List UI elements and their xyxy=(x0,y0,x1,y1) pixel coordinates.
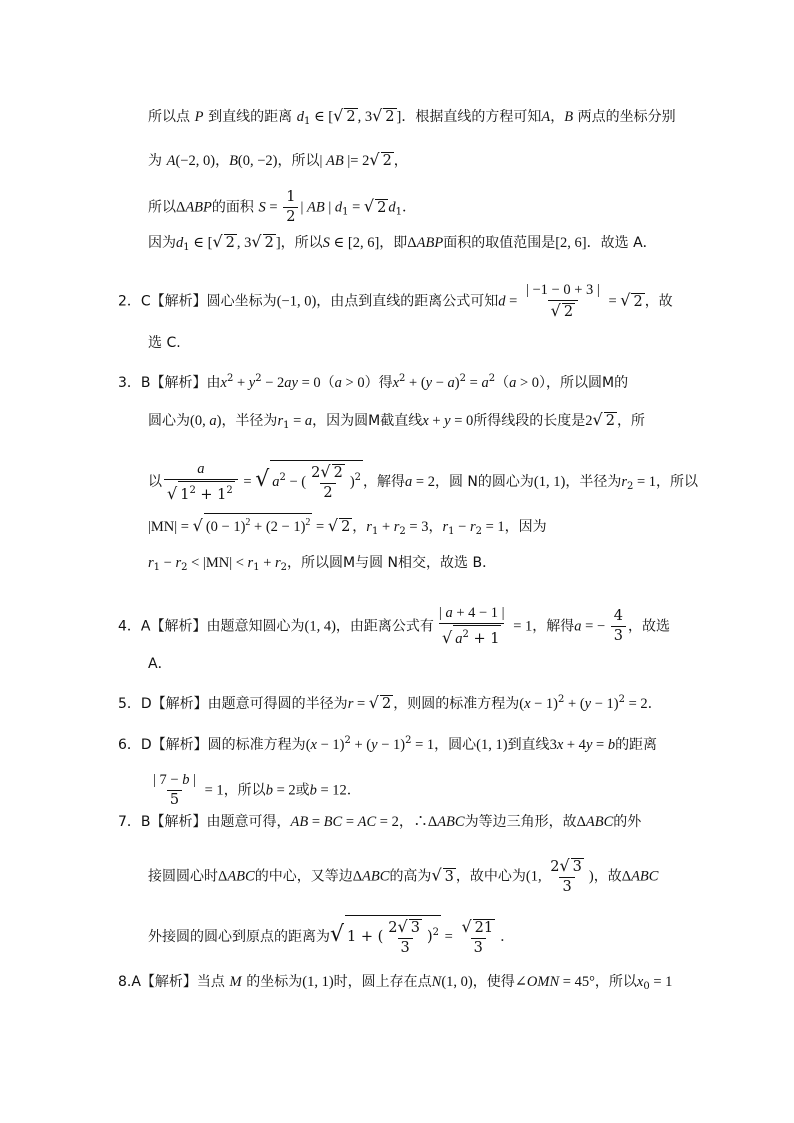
line-3: 所以ΔABP的面积 S = $\frac{1}{2}$ | AB | $d_1$ = √ 2 $d_1$． xyxy=(148,189,417,225)
answer-6-cont: $\frac{| 7 - b |}{5}$ = 1，所以b = 2或b = 12． xyxy=(153,772,362,808)
answer-4: 4．A【解析】由题意知圆心为(1, 4)，由距离公式有 $\frac{| a + 4 - 1 |}{√ a^2 + 1}$ = 1，解得a = − $\frac{4}{3}$ ，故选 xyxy=(118,605,670,647)
answer-2-cont: 选 C. xyxy=(148,335,181,351)
answer-3-line-4: |MN| = √ $(0 - 1)^2 + (2 - 1)^2$ = √ 2 ，$r_1 + r_2 = 3$，$r_1 - r_2 = 1$，因为 xyxy=(148,513,547,542)
answer-7-line-3: 外接圆的圆心到原点的距离为√ 1 + ( $\frac{2√ 3}{3}$ )$^2$ = $\frac{√ 21}{3}$ ． xyxy=(148,916,515,956)
line-2: 为 A(−2, 0)，B(0, −2)，所以| AB |= 2√ 2 ， xyxy=(148,150,408,169)
answer-6: 6．D【解析】圆的标准方程为$(x - 1)^2 + (y - 1)^2 = 1$，圆心(1, 1)到直线3x + 4y = b的距离 xyxy=(118,735,658,753)
answer-3: 3．B【解析】由$x^2 + y^2 - 2ay = 0(a > 0)$得$x^2 + (y - a)^2 = a^2(a > 0)$，所以圆M的 xyxy=(118,373,629,391)
answer-4-cont: A． xyxy=(148,656,172,672)
answer-3-line-5: $r_1 - r_2 < |MN| < r_1 + r_2$，所以圆M与圆 N相交，故选 B． xyxy=(148,555,497,573)
line-1: 所以点 P 到直线的距离 $d_1$ ∈ [√ 2 , 3√ 2 ]．根据直线的方程可知A，B 两点的坐标分别 xyxy=(148,106,676,127)
answer-7: 7．B【解析】由题意可得，AB = BC = AC = 2，∴ΔABC为等边三角形，故ΔABC的外 xyxy=(118,814,642,830)
answer-3-line-2: 圆心为(0, a)，半径为$r_1 = a$，因为圆M截直线x + y = 0所得线段的长度是2√ 2 ，所 xyxy=(148,410,645,431)
answer-7-line-2: 接圆圆心时ΔABC的中心，又等边ΔABC的高为√ 3 ，故中心为(1, $\frac{2√ 3}{3}$ )，故ΔABC xyxy=(148,856,659,895)
answer-2: 2．C【解析】圆心坐标为(−1, 0)，由点到直线的距离公式可知d = $\frac{| -1 - 0 + 3 |}{√ 2}$ = √ 2 ，故 xyxy=(118,282,673,320)
answer-5: 5．D【解析】由题意可得圆的半径为r = √ 2 ，则圆的标准方程为$(x - 1)^2 + (y - 1)^2 = 2$． xyxy=(118,693,663,712)
answer-3-line-3: 以 $\frac{a}{√ 1^2 + 1^2}$ = √ $a^2$ − ( $\frac{2√ 2}{2}$ )$^2$ ，解得a = 2，圆 N的圆心为(1, 1)，半径为$r_2 = 1$，所以 xyxy=(148,460,699,503)
answer-8: 8.A【解析】当点 M 的坐标为(1, 1)时，圆上存在点N(1, 0)，使得∠OMN = 45°，所以$x_0 = 1$ xyxy=(118,974,673,992)
line-4: 因为$d_1$ ∈ [√ 2 , 3√ 2 ]，所以S ∈ [2, 6]，即ΔABP面积的取值范围是[2, 6]．故选 A． xyxy=(148,232,657,253)
